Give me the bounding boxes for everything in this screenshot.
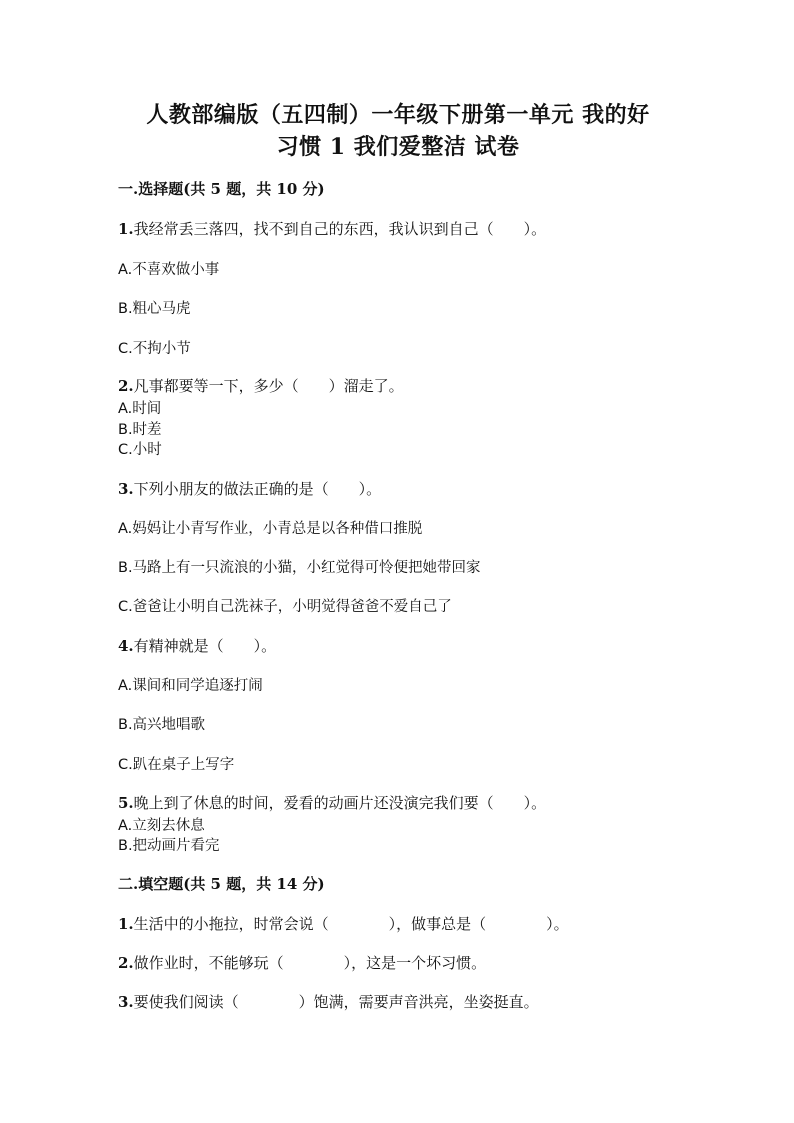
q3-option-a: A.妈妈让小青写作业，小青总是以各种借口推脱	[118, 521, 423, 537]
question-number: 1.	[118, 220, 134, 238]
q1-option-b: B.粗心马虎	[118, 301, 191, 317]
q3-option-b: B.马路上有一只流浪的小猫，小红觉得可怜便把她带回家	[118, 560, 481, 576]
question-4	[118, 635, 276, 656]
question-5	[118, 792, 546, 813]
question-text: 下列小朋友的做法正确的是（ ）。	[133, 480, 382, 498]
question-number: 4.	[118, 637, 134, 655]
question-number: 3.	[118, 993, 134, 1011]
q4-option-b: B.高兴地唱歌	[118, 717, 206, 733]
q4-option-a: A.课间和同学追逐打闹	[118, 678, 263, 694]
q5-option-b: B.把动画片看完	[118, 838, 220, 854]
question-3	[118, 478, 381, 499]
q2-option-a: A.时间	[118, 401, 162, 417]
fill-question-1	[118, 913, 569, 934]
exam-title-line-1: 人教部编版（五四制）一年级下册第一单元 我的好	[146, 102, 650, 128]
q1-option-c: C.不拘小节	[118, 341, 191, 357]
q3-option-c: C.爸爸让小明自己洗袜子，小明觉得爸爸不爱自己了	[118, 599, 452, 615]
question-text: 生活中的小拖拉，时常会说（ ），做事总是（ ）。	[133, 915, 569, 933]
question-text: 有精神就是（ ）。	[133, 637, 277, 655]
question-2	[118, 375, 404, 396]
question-text: 晚上到了休息的时间，爱看的动画片还没演完我们要（ ）。	[133, 794, 547, 812]
question-number: 1.	[118, 915, 134, 933]
question-number: 3.	[118, 480, 134, 498]
q2-option-b: B.时差	[118, 422, 162, 438]
question-text: 我经常丢三落四，找不到自己的东西，我认识到自己（ ）。	[133, 220, 547, 238]
section-2-heading: 二.填空题(共 5 题，共 14 分)	[118, 875, 325, 893]
q5-option-a: A.立刻去休息	[118, 818, 205, 834]
q4-option-c: C.趴在桌子上写字	[118, 757, 235, 773]
question-1	[118, 218, 546, 239]
fill-question-2	[118, 952, 486, 973]
question-number: 2.	[118, 377, 134, 395]
question-text: 凡事都要等一下，多少（ ）溜走了。	[133, 377, 404, 395]
q2-option-c: C.小时	[118, 442, 162, 458]
q1-option-a: A.不喜欢做小事	[118, 262, 220, 278]
question-number: 5.	[118, 794, 134, 812]
section-1-heading: 一.选择题(共 5 题，共 10 分)	[118, 180, 325, 198]
exam-title-line-2: 习惯 1 我们爱整洁 试卷	[276, 134, 520, 160]
fill-question-3	[118, 991, 539, 1012]
question-text: 做作业时，不能够玩（ ），这是一个坏习惯。	[133, 954, 487, 972]
question-text: 要使我们阅读（ ）饱满，需要声音洪亮，坐姿挺直。	[133, 993, 539, 1011]
question-number: 2.	[118, 954, 134, 972]
